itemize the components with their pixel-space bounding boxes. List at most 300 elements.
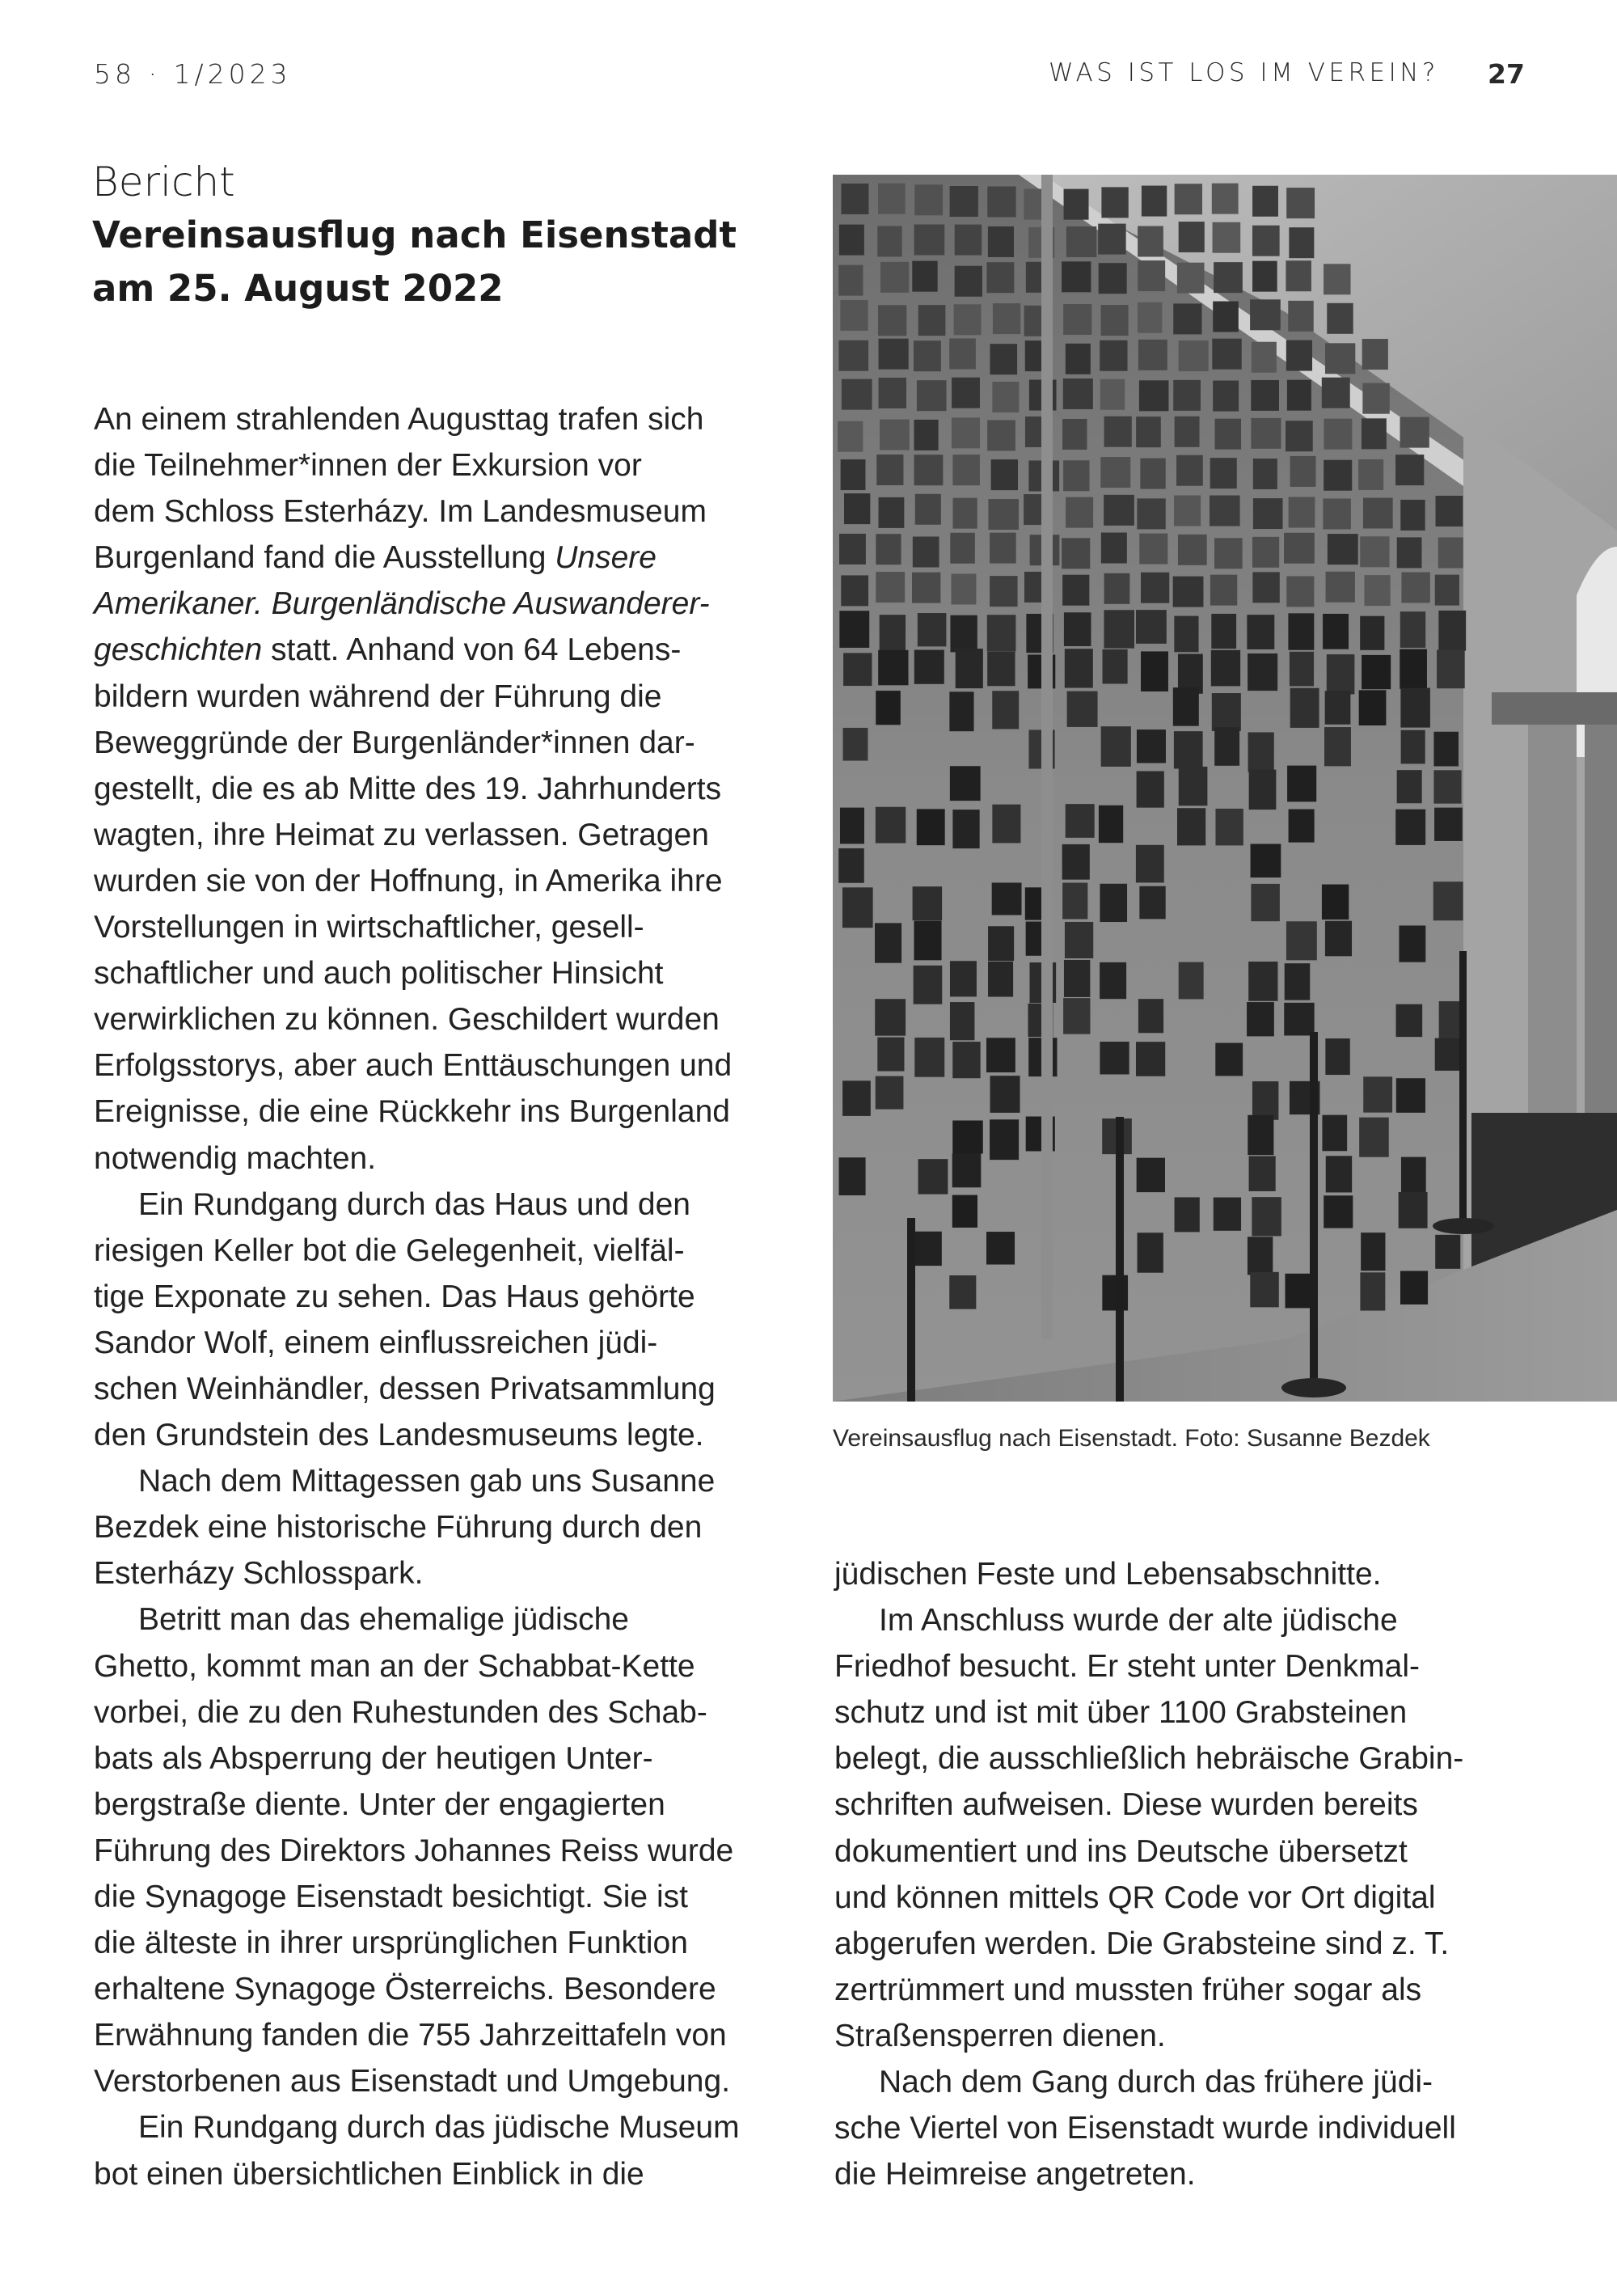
body-text: bildern wurden während der Führung die bbox=[94, 679, 662, 714]
memorial-tablet bbox=[1214, 262, 1243, 293]
memorial-tablet bbox=[1104, 610, 1134, 648]
body-text: Beweggründe der Burgenländer*innen dar- bbox=[94, 725, 695, 760]
body-text: Ein Rundgang durch das jüdische Museum bbox=[138, 2110, 740, 2146]
body-line bbox=[834, 1829, 1562, 1875]
memorial-tablet bbox=[1284, 1003, 1314, 1036]
memorial-tablet bbox=[949, 691, 973, 731]
memorial-tablet bbox=[1065, 649, 1093, 687]
memorial-tablet bbox=[1100, 379, 1125, 410]
memorial-tablet bbox=[987, 186, 1015, 217]
memorial-tablet bbox=[1103, 649, 1128, 684]
memorial-tablet bbox=[988, 926, 1014, 961]
memorial-tablet bbox=[915, 1232, 942, 1266]
memorial-tablet bbox=[1137, 771, 1164, 807]
body-line bbox=[94, 1966, 789, 2012]
body-text: Ein Rundgang durch das Haus und den bbox=[138, 1186, 690, 1222]
memorial-tablet bbox=[1210, 458, 1237, 488]
memorial-tablet bbox=[1327, 654, 1355, 694]
memorial-tablet bbox=[1364, 575, 1390, 606]
memorial-tablet bbox=[1438, 611, 1466, 651]
memorial-tablet bbox=[987, 420, 1015, 450]
memorial-tablet bbox=[953, 498, 977, 529]
memorial-tablet bbox=[1138, 1233, 1163, 1272]
body-line bbox=[834, 2151, 1562, 2197]
body-line bbox=[834, 1689, 1562, 1736]
memorial-tablet bbox=[992, 882, 1022, 915]
memorial-tablet bbox=[1141, 651, 1168, 691]
memorial-tablet bbox=[1395, 810, 1425, 845]
memorial-tablet bbox=[1399, 925, 1425, 962]
memorial-tablet bbox=[1400, 417, 1429, 448]
body-text: Nach dem Mittagessen gab uns Susanne bbox=[138, 1464, 716, 1499]
body-text: Verstorbenen aus Eisenstadt und Umgebung. bbox=[94, 2064, 731, 2099]
body-line bbox=[94, 1089, 789, 1135]
memorial-tablet bbox=[1174, 495, 1201, 526]
body-line bbox=[94, 396, 789, 442]
body-line bbox=[834, 2105, 1562, 2151]
memorial-tablet bbox=[1214, 727, 1239, 766]
body-line bbox=[94, 535, 789, 581]
memorial-tablet bbox=[952, 455, 980, 485]
memorial-tablet bbox=[1098, 224, 1125, 255]
memorial-tablet bbox=[1359, 690, 1387, 725]
memorial-tablet bbox=[1286, 421, 1313, 451]
memorial-tablet bbox=[842, 379, 872, 410]
memorial-tablet bbox=[1252, 572, 1279, 603]
memorial-tablet bbox=[1101, 726, 1131, 767]
memorial-tablet bbox=[1286, 188, 1315, 218]
body-line bbox=[94, 674, 789, 720]
memorial-tablet bbox=[951, 573, 976, 604]
memorial-tablet bbox=[838, 848, 864, 883]
memorial-tablet bbox=[1141, 573, 1169, 603]
memorial-tablet bbox=[1064, 960, 1090, 997]
memorial-tablet bbox=[1100, 884, 1127, 922]
body-line bbox=[834, 1875, 1562, 1921]
memorial-tablet bbox=[1360, 1272, 1385, 1310]
memorial-tablet bbox=[1434, 808, 1463, 841]
body-text: zertrümmert und mussten früher sogar als bbox=[834, 1972, 1422, 2007]
memorial-tablet bbox=[950, 615, 977, 653]
article-title-line: am 25. August 2022 bbox=[92, 267, 504, 310]
memorial-tablet bbox=[1215, 419, 1241, 450]
body-line bbox=[834, 1967, 1562, 2013]
memorial-tablet bbox=[1323, 498, 1350, 529]
body-line bbox=[94, 1736, 789, 1782]
photo-caption: Vereinsausflug nach Eisenstadt. Foto: Susanne Bezdek bbox=[833, 1425, 1430, 1452]
body-text: dokumentiert und ins Deutsche übersetzt bbox=[834, 1833, 1408, 1869]
memorial-tablet bbox=[987, 652, 1015, 686]
body-line bbox=[94, 904, 789, 950]
memorial-tablet bbox=[1323, 614, 1349, 649]
memorial-tablet bbox=[949, 1275, 976, 1309]
memorial-tablet bbox=[950, 186, 978, 217]
memorial-tablet bbox=[1397, 537, 1422, 568]
wall-seam bbox=[1041, 175, 1053, 1339]
body-line bbox=[94, 1550, 789, 1596]
body-text: Führung des Direktors Johannes Reiss wurde bbox=[94, 1833, 734, 1868]
memorial-tablet bbox=[1324, 264, 1351, 294]
memorial-tablet bbox=[1325, 343, 1355, 374]
memorial-tablet bbox=[1286, 576, 1314, 607]
memorial-tablet bbox=[950, 1002, 974, 1040]
body-text: die Heimreise angetreten. bbox=[834, 2157, 1196, 2192]
body-line bbox=[94, 1274, 789, 1320]
memorial-tablet bbox=[914, 1038, 944, 1077]
memorial-tablet bbox=[1401, 1157, 1426, 1198]
memorial-tablet bbox=[955, 266, 982, 297]
memorial-tablet bbox=[842, 887, 873, 928]
memorial-tablet bbox=[1437, 650, 1465, 689]
body-line bbox=[834, 1551, 1562, 1597]
memorial-tablet bbox=[839, 611, 869, 648]
memorial-tablet bbox=[1210, 496, 1240, 526]
memorial-tablet bbox=[987, 615, 1016, 651]
body-text: die älteste in ihrer ursprünglichen Funktion bbox=[94, 1926, 688, 1961]
body-column-left bbox=[94, 396, 789, 2197]
memorial-tablet bbox=[841, 575, 868, 606]
body-text: Vorstellungen in wirtschaftlicher, gesell- bbox=[94, 910, 644, 945]
memorial-tablet bbox=[1397, 770, 1422, 803]
memorial-tablet bbox=[1062, 844, 1090, 880]
memorial-tablet bbox=[877, 226, 901, 256]
memorial-tablet bbox=[876, 1076, 904, 1110]
memorial-tablet bbox=[1139, 886, 1165, 920]
memorial-tablet bbox=[1064, 189, 1089, 220]
memorial-tablet bbox=[879, 339, 909, 370]
memorial-tablet bbox=[918, 613, 947, 646]
memorial-tablet bbox=[1327, 303, 1353, 334]
memorial-tablet bbox=[1325, 691, 1351, 724]
memorial-tablet bbox=[914, 340, 941, 371]
body-line bbox=[94, 1458, 789, 1504]
memorial-tablet bbox=[880, 420, 910, 450]
memorial-tablet bbox=[1359, 1118, 1389, 1157]
memorial-tablet bbox=[1173, 380, 1201, 411]
memorial-tablet bbox=[1251, 380, 1279, 411]
memorial-tablet bbox=[1179, 222, 1205, 252]
memorial-tablet bbox=[1213, 381, 1239, 412]
memorial-tablet bbox=[1066, 497, 1093, 528]
memorial-tablet bbox=[841, 184, 868, 214]
body-text: erhaltene Synagoge Österreichs. Besondere bbox=[94, 1972, 716, 2007]
body-line bbox=[94, 442, 789, 488]
body-text: abgerufen werden. Die Grabsteine sind z. T. bbox=[834, 1926, 1450, 1961]
body-line bbox=[94, 1782, 789, 1828]
memorial-tablet bbox=[950, 533, 975, 564]
memorial-tablet bbox=[878, 650, 908, 685]
section-label: WAS IST LOS IM VEREIN? bbox=[1049, 58, 1439, 87]
memorial-tablet bbox=[1100, 962, 1126, 999]
body-text: bot einen übersichtlichen Einblick in die bbox=[94, 2156, 644, 2192]
body-text: tige Exponate zu sehen. Das Haus gehörte bbox=[94, 1279, 695, 1314]
memorial-tablet bbox=[918, 305, 946, 336]
memorial-tablet bbox=[988, 499, 1019, 530]
memorial-tablet bbox=[879, 497, 905, 528]
memorial-tablet bbox=[1290, 688, 1319, 728]
memorial-tablet bbox=[1252, 1197, 1281, 1236]
body-line bbox=[94, 1596, 789, 1643]
memorial-tablet bbox=[880, 262, 909, 293]
memorial-tablet bbox=[1400, 688, 1430, 728]
body-line bbox=[94, 996, 789, 1042]
memorial-tablet bbox=[1252, 261, 1277, 292]
memorial-tablet bbox=[1173, 687, 1199, 726]
memorial-tablet bbox=[1250, 1272, 1279, 1308]
issue-label: 58 · 1/2023 bbox=[94, 58, 292, 90]
memorial-tablet bbox=[1322, 378, 1350, 408]
memorial-tablet bbox=[1177, 808, 1205, 845]
memorial-tablet bbox=[1252, 537, 1279, 568]
memorial-tablet bbox=[1289, 227, 1314, 258]
body-line bbox=[94, 1504, 789, 1550]
memorial-tablet bbox=[1284, 533, 1315, 564]
body-line bbox=[834, 1782, 1562, 1828]
memorial-tablet bbox=[1395, 455, 1424, 485]
italic-text: geschichten bbox=[94, 632, 263, 668]
body-line bbox=[94, 2151, 789, 2197]
memorial-tablet bbox=[842, 1080, 871, 1116]
body-text: Im Anschluss wurde der alte jüdische bbox=[879, 1603, 1398, 1638]
memorial-tablet bbox=[1435, 575, 1459, 606]
memorial-tablet bbox=[1288, 613, 1314, 649]
memorial-tablet bbox=[1174, 731, 1203, 768]
memorial-tablet bbox=[1326, 1156, 1352, 1192]
memorial-tablet bbox=[1286, 260, 1311, 291]
memorial-tablet bbox=[1248, 962, 1277, 1001]
memorial-tablet bbox=[990, 344, 1017, 374]
memorial-tablet bbox=[914, 650, 944, 684]
memorial-tablet bbox=[912, 261, 937, 292]
body-text: Erwähnung fanden die 755 Jahrzeittafeln von bbox=[94, 2018, 727, 2053]
body-line bbox=[94, 720, 789, 766]
memorial-tablet bbox=[914, 966, 943, 1004]
body-text: bats als Absperrung der heutigen Unter- bbox=[94, 1740, 653, 1776]
memorial-tablet bbox=[1212, 693, 1241, 731]
memorial-tablet bbox=[1178, 535, 1207, 565]
body-line bbox=[94, 1182, 789, 1228]
body-text: sche Viertel von Eisenstadt wurde individuell bbox=[834, 2111, 1456, 2146]
body-text: schutz und ist mit über 1100 Grabsteinen bbox=[834, 1695, 1408, 1731]
body-text: Straßensperren dienen. bbox=[834, 2018, 1166, 2053]
memorial-tablet bbox=[1179, 962, 1204, 1000]
memorial-tablet bbox=[1104, 416, 1132, 447]
memorial-tablet bbox=[877, 1038, 904, 1072]
memorial-tablet bbox=[838, 265, 863, 296]
memorial-tablet bbox=[917, 809, 945, 845]
memorial-tablet bbox=[1136, 1042, 1165, 1076]
memorial-tablet bbox=[839, 225, 864, 256]
memorial-tablet bbox=[1173, 577, 1204, 607]
body-line bbox=[94, 2012, 789, 2058]
memorial-tablet bbox=[1289, 810, 1315, 843]
memorial-tablet bbox=[1100, 457, 1130, 488]
memorial-tablet bbox=[1213, 302, 1239, 332]
memorial-tablet bbox=[952, 378, 980, 408]
memorial-tablet bbox=[1360, 536, 1389, 567]
memorial-tablet bbox=[991, 459, 1018, 490]
body-text: wurden sie von der Hoffnung, in Amerika ihre bbox=[94, 863, 723, 899]
body-line bbox=[94, 1042, 789, 1089]
memorial-tablet bbox=[1324, 460, 1352, 491]
body-line bbox=[94, 1643, 789, 1689]
memorial-tablet bbox=[1248, 732, 1274, 772]
memorial-tablet bbox=[993, 303, 1020, 334]
memorial-tablet bbox=[1179, 767, 1208, 806]
memorial-tablet bbox=[1285, 963, 1311, 1000]
body-line bbox=[834, 1597, 1562, 1643]
body-text: Betritt man das ehemalige jüdische bbox=[138, 1602, 629, 1638]
memorial-tablet bbox=[1138, 226, 1163, 256]
memorial-tablet bbox=[1433, 732, 1459, 767]
memorial-tablet bbox=[1288, 301, 1313, 332]
body-line bbox=[94, 858, 789, 904]
memorial-tablet bbox=[1139, 534, 1167, 564]
memorial-tablet bbox=[1064, 612, 1091, 646]
body-text: Friedhof besucht. Er steht unter Denkmal- bbox=[834, 1649, 1420, 1685]
body-text: Burgenland fand die Ausstellung bbox=[94, 540, 555, 576]
memorial-tablet bbox=[1358, 459, 1383, 490]
memorial-tablet bbox=[1401, 572, 1429, 603]
memorial-tablet bbox=[952, 810, 979, 848]
article-kicker: Bericht bbox=[92, 159, 235, 205]
memorial-tablet bbox=[1104, 573, 1130, 604]
memorial-tablet bbox=[990, 576, 1017, 607]
memorial-tablet bbox=[1433, 770, 1461, 803]
memorial-tablet bbox=[1396, 1004, 1423, 1037]
memorial-tablet bbox=[1252, 1081, 1278, 1120]
memorial-tablet bbox=[1215, 1043, 1243, 1076]
memorial-tablet bbox=[1396, 1078, 1425, 1113]
memorial-tablet bbox=[1175, 184, 1202, 214]
memorial-tablet bbox=[876, 691, 901, 725]
memorial-tablet bbox=[1174, 616, 1198, 653]
memorial-tablet bbox=[990, 533, 1016, 564]
body-text: verwirklichen zu können. Geschildert wurden bbox=[94, 1002, 720, 1038]
memorial-tablet bbox=[1136, 610, 1167, 644]
memorial-tablet bbox=[1287, 766, 1316, 802]
body-line bbox=[834, 1643, 1562, 1689]
memorial-tablet bbox=[1251, 884, 1279, 921]
body-line bbox=[94, 1412, 789, 1458]
memorial-tablet bbox=[988, 226, 1014, 257]
memorial-tablet bbox=[1136, 416, 1161, 447]
body-column-right bbox=[834, 1551, 1562, 2197]
body-line bbox=[834, 2059, 1562, 2105]
body-line bbox=[94, 488, 789, 535]
body-text: Sandor Wolf, einem einflussreichen jüdi- bbox=[94, 1325, 658, 1360]
body-line bbox=[94, 1874, 789, 1920]
body-text: und können mittels QR Code vor Ort digital bbox=[834, 1880, 1436, 1915]
body-line bbox=[94, 1320, 789, 1366]
memorial-tablet bbox=[1100, 340, 1127, 371]
body-text: notwendig machten. bbox=[94, 1140, 377, 1176]
memorial-tablet bbox=[1286, 340, 1312, 371]
memorial-tablet bbox=[1251, 418, 1281, 449]
memorial-tablet bbox=[1136, 845, 1164, 883]
memorial-tablet bbox=[1248, 653, 1277, 691]
memorial-tablet bbox=[1100, 1042, 1129, 1074]
memorial-tablet bbox=[876, 807, 906, 844]
body-text: riesigen Keller bot die Gelegenheit, vielfäl- bbox=[94, 1233, 685, 1268]
memorial-tablet bbox=[992, 805, 1020, 844]
memorial-tablet bbox=[1251, 844, 1281, 877]
memorial-tablet bbox=[1363, 497, 1393, 528]
memorial-tablet bbox=[1101, 305, 1129, 336]
memorial-tablet bbox=[1142, 186, 1167, 217]
memorial-tablet bbox=[1101, 187, 1128, 218]
memorial-tablet bbox=[880, 615, 906, 652]
article-title bbox=[92, 209, 737, 315]
memorial-tablet bbox=[1138, 302, 1162, 333]
body-line bbox=[94, 1828, 789, 1874]
memorial-tablet bbox=[1099, 806, 1123, 843]
memorial-tablet bbox=[954, 304, 982, 335]
photo-memorial-tablets-wall bbox=[833, 175, 1617, 1402]
memorial-tablet bbox=[914, 420, 938, 450]
body-line bbox=[94, 812, 789, 858]
body-line bbox=[94, 1689, 789, 1736]
body-text: die Teilnehmer*innen der Exkursion vor bbox=[94, 448, 642, 484]
memorial-tablet bbox=[1324, 419, 1352, 450]
body-line bbox=[834, 1921, 1562, 1967]
memorial-tablet bbox=[840, 808, 864, 844]
body-text: Esterházy Schlosspark. bbox=[94, 1556, 424, 1592]
memorial-tablet bbox=[1249, 1156, 1276, 1190]
memorial-tablet bbox=[986, 1232, 1015, 1265]
body-text: schen Weinhändler, dessen Privatsammlung bbox=[94, 1371, 716, 1406]
memorial-tablet bbox=[1104, 495, 1134, 526]
memorial-tablet bbox=[1062, 575, 1089, 606]
memorial-tablet bbox=[878, 305, 906, 336]
memorial-tablet bbox=[1067, 691, 1098, 727]
memorial-tablet bbox=[1179, 340, 1209, 371]
memorial-tablet bbox=[1175, 416, 1200, 447]
memorial-tablet bbox=[1435, 1235, 1460, 1269]
memorial-tablet bbox=[918, 1159, 948, 1194]
memorial-tablet bbox=[1177, 263, 1205, 294]
memorial-tablet bbox=[838, 421, 863, 452]
memorial-tablet bbox=[1253, 459, 1277, 489]
memorial-tablet bbox=[839, 534, 866, 564]
memorial-tablet bbox=[1176, 455, 1203, 486]
memorial-tablet bbox=[876, 572, 905, 603]
memorial-tablet bbox=[840, 300, 868, 331]
body-line bbox=[94, 2058, 789, 2104]
body-text: Ghetto, kommt man an der Schabbat-Kette bbox=[94, 1648, 695, 1684]
italic-text: Amerikaner. Burgenländische Auswanderer- bbox=[94, 586, 710, 622]
memorial-tablet bbox=[1362, 339, 1388, 370]
memorial-tablet bbox=[1175, 1197, 1200, 1232]
body-text: Erfolgsstorys, aber auch Enttäuschungen und bbox=[94, 1048, 733, 1084]
memorial-tablet bbox=[841, 459, 866, 490]
memorial-tablet bbox=[1247, 615, 1274, 649]
memorial-tablet bbox=[1065, 922, 1093, 958]
memorial-tablet bbox=[1214, 1198, 1241, 1231]
body-text: statt. Anhand von 64 Lebens- bbox=[262, 632, 682, 668]
memorial-tablet bbox=[1137, 1158, 1165, 1192]
memorial-tablet bbox=[1399, 1192, 1428, 1228]
memorial-tablet bbox=[875, 999, 906, 1035]
memorial-tablet bbox=[1140, 459, 1165, 489]
memorial-tablet bbox=[1248, 1237, 1273, 1275]
memorial-tablet bbox=[949, 338, 976, 369]
memorial-tablet bbox=[992, 382, 1019, 412]
memorial-tablet bbox=[952, 1153, 982, 1187]
memorial-tablet bbox=[838, 1157, 865, 1195]
memorial-tablet bbox=[952, 1120, 982, 1153]
memorial-tablet bbox=[1433, 882, 1463, 920]
